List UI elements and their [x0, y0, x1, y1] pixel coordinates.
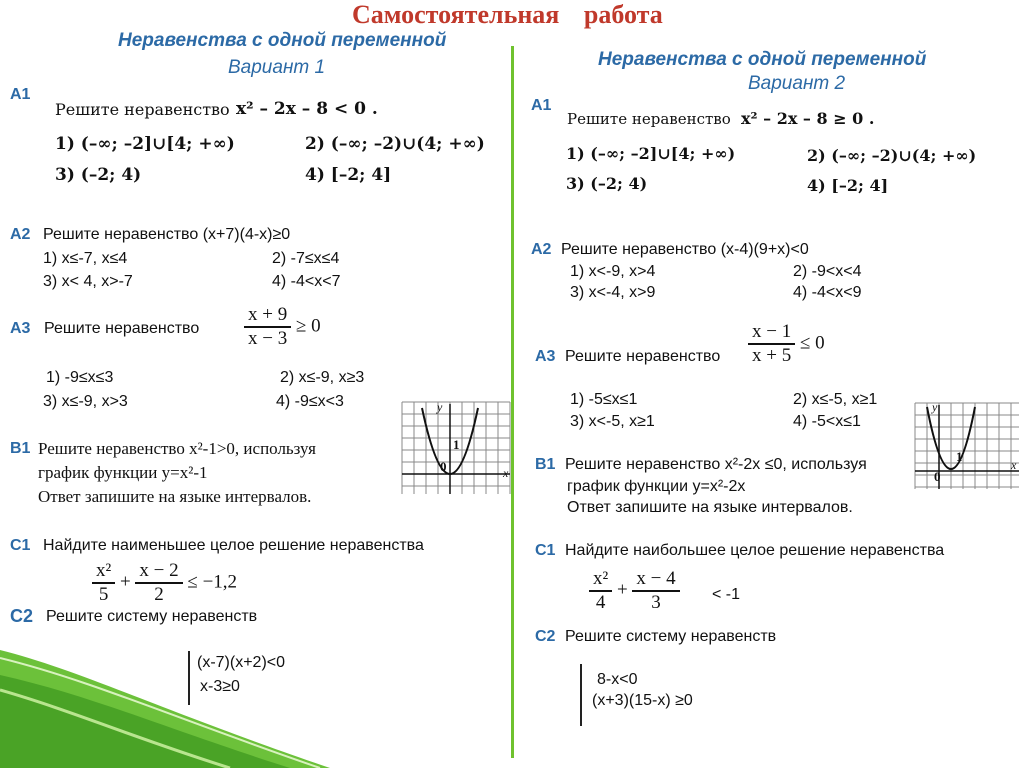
- left-b1-line-1: Решите неравенство x²-1>0, используя: [38, 439, 316, 458]
- right-graph-x-label: x: [1011, 458, 1017, 472]
- left-c1-text: Найдите наименьшее целое решение неравенства: [43, 537, 424, 554]
- right-a2-option-2: 2) -9<x<4: [793, 263, 862, 280]
- right-a2-label: А2: [531, 241, 552, 258]
- right-header: Неравенства с одной переменной: [598, 49, 927, 70]
- right-a3-relation: ≤ 0: [799, 332, 825, 354]
- left-c1-relation: ≤ −1,2: [187, 571, 238, 593]
- page-title: Самостоятельная работа: [352, 0, 663, 29]
- left-c2-line-1: (x-7)(x+2)<0: [197, 654, 286, 671]
- left-graph-y-label: y: [437, 400, 443, 414]
- left-c1-den-1: 5: [98, 584, 109, 605]
- left-c1-expression: [92, 560, 237, 606]
- right-a3-denominator: x + 5: [752, 345, 792, 366]
- left-a1-option-2: 2) (–∞; –2)∪(4; +∞): [305, 134, 485, 154]
- left-c1-num-2: x − 2: [135, 560, 182, 584]
- left-graph-x-label: x: [503, 466, 509, 480]
- left-graph-zero-label: 0: [440, 459, 447, 474]
- left-c1-plus: +: [119, 571, 131, 593]
- left-c2-text: Решите систему неравенств: [46, 608, 258, 625]
- left-a3-fraction: [244, 304, 321, 350]
- right-a3-option-2: 2) x≤-5, x≥1: [793, 391, 878, 408]
- right-b1-line-3: Ответ запишите на языке интервалов.: [567, 499, 853, 516]
- right-b1-label: В1: [535, 456, 556, 473]
- right-a2-text: Решите неравенство (x-4)(9+x)<0: [561, 241, 809, 258]
- right-a1-option-4: 4) [–2; 4]: [807, 176, 889, 195]
- right-c1-den-1: 4: [595, 592, 606, 613]
- right-a3-fraction: [748, 321, 825, 367]
- left-graph-one-label: 1: [453, 437, 460, 452]
- left-a2-option-3: 3) x< 4, x>-7: [43, 273, 133, 290]
- right-c2-text: Решите систему неравенств: [565, 628, 777, 645]
- left-a2-option-1: 1) x≤-7, x≤4: [43, 250, 128, 267]
- left-c1-den-2: 2: [154, 584, 164, 605]
- left-a3-label: А3: [10, 320, 31, 337]
- right-a1-text: Решите неравенство: [567, 110, 731, 128]
- right-graph-one-label: 1: [956, 449, 963, 464]
- right-c2-line-1: 8-x<0: [597, 671, 638, 688]
- right-a2-option-4: 4) -4<x<9: [793, 284, 862, 301]
- left-b1-line-3: Ответ запишите на языке интервалов.: [38, 487, 312, 506]
- left-a1-text: Решите неравенство: [55, 100, 230, 119]
- left-a2-label: А2: [10, 226, 31, 243]
- right-parabola-graph: [913, 401, 1021, 491]
- right-graph-y-label: y: [932, 400, 938, 414]
- right-a1-expr: x² – 2x – 8 ≥ 0 .: [741, 109, 875, 128]
- right-a3-option-1: 1) -5≤x≤1: [570, 391, 638, 408]
- left-a3-option-1: 1) -9≤x≤3: [46, 369, 114, 386]
- left-b1-label: В1: [10, 440, 31, 457]
- right-a3-numerator: x − 1: [748, 321, 795, 345]
- left-a1-option-3: 3) (–2; 4): [55, 165, 142, 185]
- left-b1-line-2: график функции y=x²-1: [38, 463, 208, 482]
- left-header: Неравенства с одной переменной: [118, 30, 447, 51]
- right-c1-relation: < -1: [712, 586, 741, 603]
- left-a3-option-4: 4) -9≤x<3: [276, 393, 344, 410]
- left-a3-denominator: x − 3: [248, 328, 288, 349]
- right-graph-zero-label: 0: [934, 469, 941, 484]
- right-a2-option-1: 1) x<-9, x>4: [570, 263, 656, 280]
- right-a2-option-3: 3) x<-4, x>9: [570, 284, 656, 301]
- green-wave-decoration: [0, 630, 330, 768]
- right-a3-option-4: 4) -5<x≤1: [793, 413, 861, 430]
- left-a1-expr: x² – 2x – 8 < 0 .: [236, 99, 378, 119]
- left-a1-label: А1: [10, 86, 31, 103]
- left-a3-numerator: x + 9: [244, 304, 291, 328]
- left-a3-text: Решите неравенство: [44, 320, 200, 337]
- left-c2-label: С2: [10, 606, 34, 626]
- left-c2-line-2: x-3≥0: [200, 678, 240, 695]
- left-c1-num-1: x²: [92, 560, 115, 584]
- right-a1-label: А1: [531, 97, 552, 114]
- right-c1-label: С1: [535, 542, 556, 559]
- left-a2-text: Решите неравенство (x+7)(4-x)≥0: [43, 226, 291, 243]
- right-c2-line-2: (x+3)(15-x) ≥0: [592, 692, 693, 709]
- right-c1-den-2: 3: [651, 592, 661, 613]
- left-a2-option-2: 2) -7≤x≤4: [272, 250, 340, 267]
- right-a1-option-3: 3) (–2; 4): [566, 174, 648, 193]
- right-c1-expression: [589, 568, 680, 614]
- left-c1-label: С1: [10, 537, 31, 554]
- right-a3-label: А3: [535, 348, 556, 365]
- right-c2-system-brace: [580, 664, 582, 726]
- right-a3-option-3: 3) x<-5, x≥1: [570, 413, 655, 430]
- left-a2-option-4: 4) -4<x<7: [272, 273, 341, 290]
- right-b1-line-1: Решите неравенство x²-2x ≤0, используя: [565, 456, 867, 473]
- left-variant: Вариант 1: [228, 57, 326, 78]
- right-c1-text: Найдите наибольшее целое решение неравенства: [565, 542, 945, 559]
- left-a3-option-2: 2) x≤-9, x≥3: [280, 369, 365, 386]
- right-a1-option-2: 2) (–∞; –2)∪(4; +∞): [807, 146, 977, 165]
- left-a1-option-4: 4) [–2; 4]: [305, 165, 392, 185]
- right-b1-line-2: график функции y=x²-2x: [567, 478, 746, 495]
- left-a3-option-3: 3) x≤-9, x>3: [43, 393, 128, 410]
- right-variant: Вариант 2: [748, 73, 846, 94]
- left-a3-relation: ≥ 0: [295, 315, 321, 337]
- right-c2-label: С2: [535, 628, 556, 645]
- right-c1-num-2: x − 4: [632, 568, 679, 592]
- right-a3-text: Решите неравенство: [565, 348, 721, 365]
- right-a1-option-1: 1) (–∞; –2]∪[4; +∞): [566, 144, 736, 163]
- left-c2-system-brace: [188, 651, 190, 705]
- left-a1-option-1: 1) (–∞; –2]∪[4; +∞): [55, 134, 235, 154]
- right-c1-plus: +: [616, 579, 628, 601]
- right-c1-num-1: x²: [589, 568, 612, 592]
